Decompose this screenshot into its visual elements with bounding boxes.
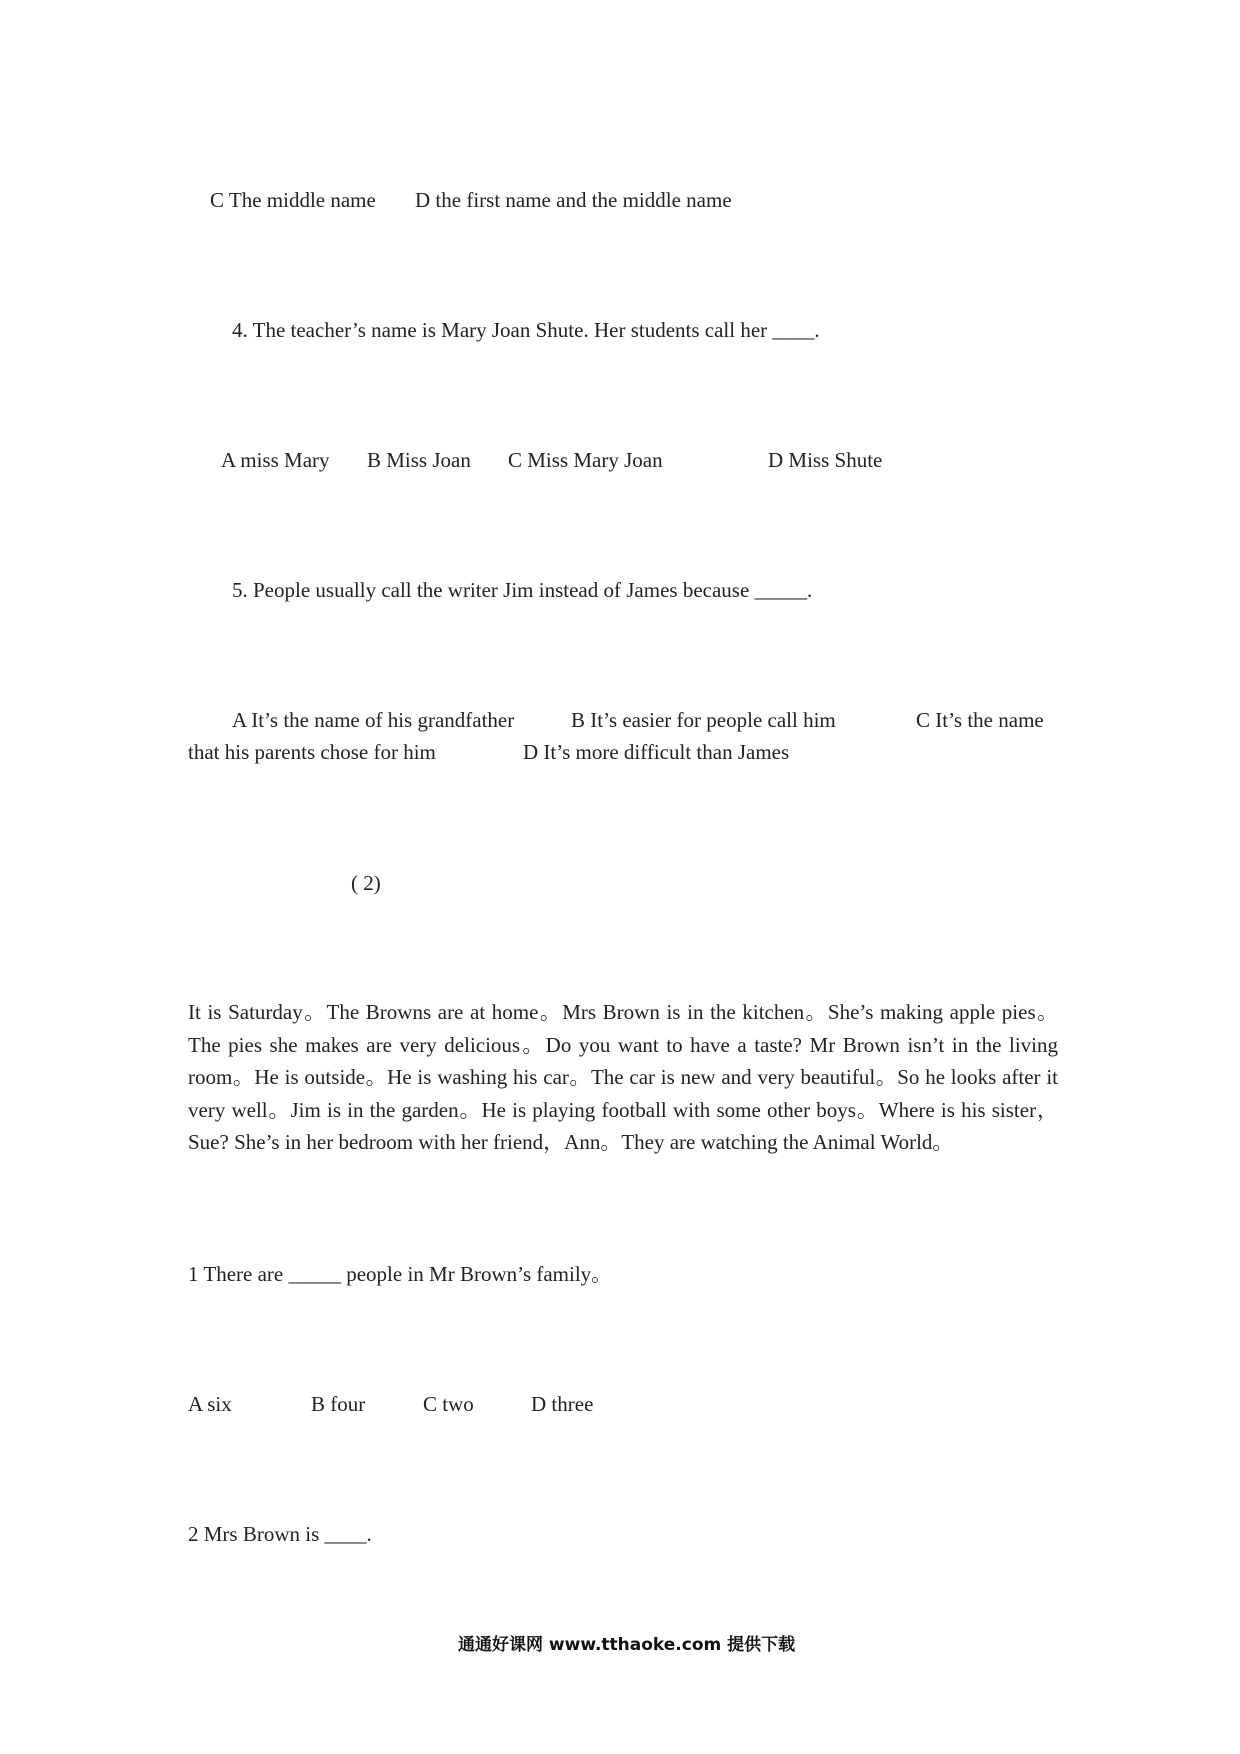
q3-option-d: D the first name and the middle name (415, 188, 732, 212)
q5-option-d: D It’s more difficult than James (523, 740, 790, 764)
s2-q1-option-d: D three (531, 1392, 594, 1416)
q4-option-a: A miss Mary (221, 448, 330, 472)
q4-option-d: D Miss Shute (768, 448, 883, 472)
q5-question: 5. People usually call the writer Jim instead of James because _____. (232, 578, 813, 602)
s2-q1-option-c: C two (423, 1392, 474, 1416)
q4-option-c: C Miss Mary Joan (508, 448, 663, 472)
q5-option-b: B It’s easier for people call him (571, 708, 836, 732)
q5-option-a: A It’s the name of his grandfather (232, 708, 515, 732)
s2-q1-question: 1 There are _____ people in Mr Brown’s family。 (188, 1262, 613, 1286)
page-footer: 通通好课网 www.tthaoke.com 提供下载 (458, 1635, 796, 1655)
q5-option-c-continued: that his parents chose for him (188, 740, 436, 764)
q4-question: 4. The teacher’s name is Mary Joan Shute. Her students call her ____. (232, 318, 820, 342)
s2-q1-option-b: B four (311, 1392, 366, 1416)
reading-passage: It is Saturday。The Browns are at home。Mrs Brown is in the kitchen。She’s making apple pies。The pies she makes are very delicious。Do you want to have a taste? Mr Brown isn’t in the living room。He is outside。He is washing his car。The car is new and very beautiful。So he looks after it very well。Jim is in the garden。He is playing football with some other boys。Where is his sister，Sue? She’s in her bedroom with her friend，Ann。They are watching the Animal World。 (188, 1000, 1058, 1154)
q4-option-b: B Miss Joan (367, 448, 471, 472)
q3-option-c: C The middle name (210, 188, 376, 212)
section-heading: ( 2) (351, 871, 381, 895)
s2-q1-option-a: A six (188, 1392, 232, 1416)
s2-q2-question: 2 Mrs Brown is ____. (188, 1522, 372, 1546)
q5-option-c: C It’s the name (916, 708, 1044, 732)
